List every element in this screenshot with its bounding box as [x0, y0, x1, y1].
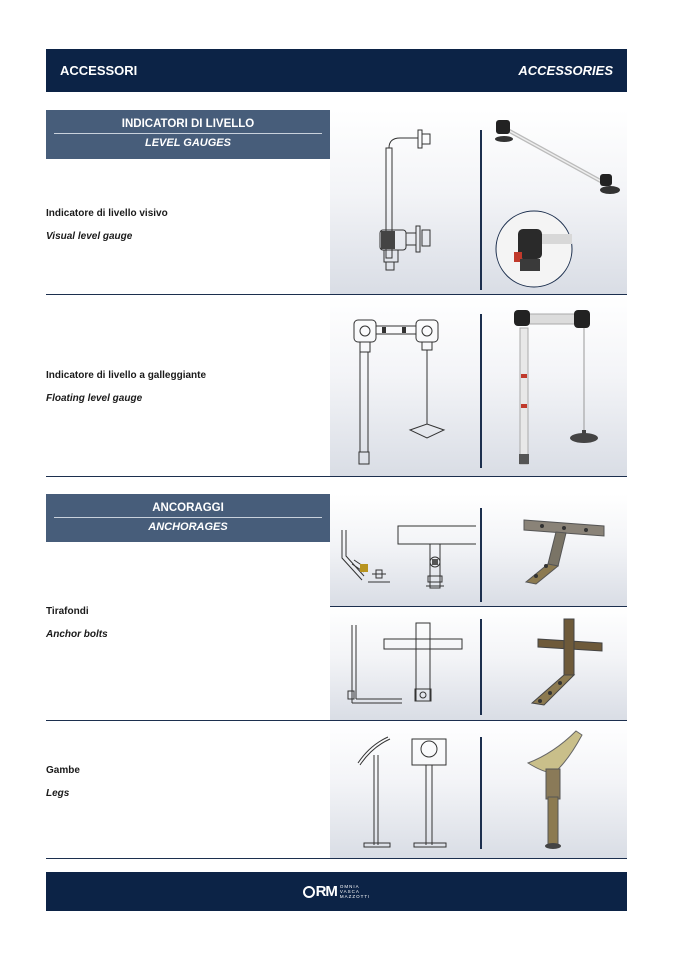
row-divider — [46, 476, 627, 477]
floating-gauge-drawing — [340, 304, 480, 474]
image-separator — [480, 619, 482, 715]
logo-mark-text: RM — [315, 883, 337, 900]
page-header — [46, 49, 627, 92]
section-divider — [54, 517, 322, 518]
section-anchorages — [46, 494, 330, 542]
item-label-en: Anchor bolts — [46, 629, 108, 640]
company-logo — [303, 883, 371, 900]
legs-photo — [484, 725, 624, 857]
item-label-en: Floating level gauge — [46, 393, 143, 404]
row-divider — [46, 858, 627, 859]
image-separator — [480, 508, 482, 602]
row-divider — [46, 294, 627, 295]
header-title-en: ACCESSORIES — [518, 63, 613, 78]
section-title-en: LEVEL GAUGES — [145, 137, 231, 149]
logo-circle-icon — [303, 886, 315, 898]
floating-gauge-photo — [484, 304, 624, 474]
anchor-bolts-images-bottom — [330, 607, 627, 720]
visual-gauge-drawing — [350, 118, 470, 288]
item-label-en: Visual level gauge — [46, 231, 133, 242]
logo-line-2: VASCA — [339, 889, 360, 894]
anchor-bolt-photo-2 — [484, 613, 624, 717]
legs-drawing — [340, 725, 480, 855]
section-level-gauges — [46, 110, 330, 159]
item-label-it: Tirafondi — [46, 606, 89, 617]
row-floating-gauge — [46, 296, 627, 477]
image-separator — [480, 314, 482, 468]
section-title-it: ANCORAGGI — [152, 502, 224, 514]
anchor-bolts-images-top — [330, 494, 627, 606]
section-divider — [54, 133, 322, 134]
section-title-it: INDICATORI DI LIVELLO — [121, 118, 255, 130]
visual-gauge-images — [330, 110, 627, 294]
visual-gauge-photo — [484, 114, 624, 294]
anchor-bolt-photo-1 — [484, 502, 624, 602]
header-title-it: ACCESSORI — [60, 63, 138, 78]
section-title-en: ANCHORAGES — [148, 521, 228, 533]
image-separator — [480, 737, 482, 849]
row-legs — [46, 721, 627, 859]
logo-line-1: OMNIA — [339, 884, 360, 889]
page-footer — [46, 872, 627, 911]
floating-gauge-images — [330, 296, 627, 476]
item-label-en: Legs — [46, 788, 70, 799]
logo-line-3: MAZZOTTI — [339, 894, 371, 899]
legs-images — [330, 721, 627, 858]
anchor-bolt-drawing-2 — [340, 615, 480, 715]
logo-text — [340, 884, 371, 899]
anchor-bolt-drawing-1 — [336, 502, 476, 602]
item-label-it: Indicatore di livello visivo — [46, 208, 168, 219]
row-anchor-bolts — [46, 494, 627, 721]
item-label-it: Gambe — [46, 765, 80, 776]
row-visual-gauge — [46, 110, 627, 296]
item-label-it: Indicatore di livello a galleggiante — [46, 370, 207, 381]
image-separator — [480, 130, 482, 290]
logo-mark — [303, 883, 337, 900]
